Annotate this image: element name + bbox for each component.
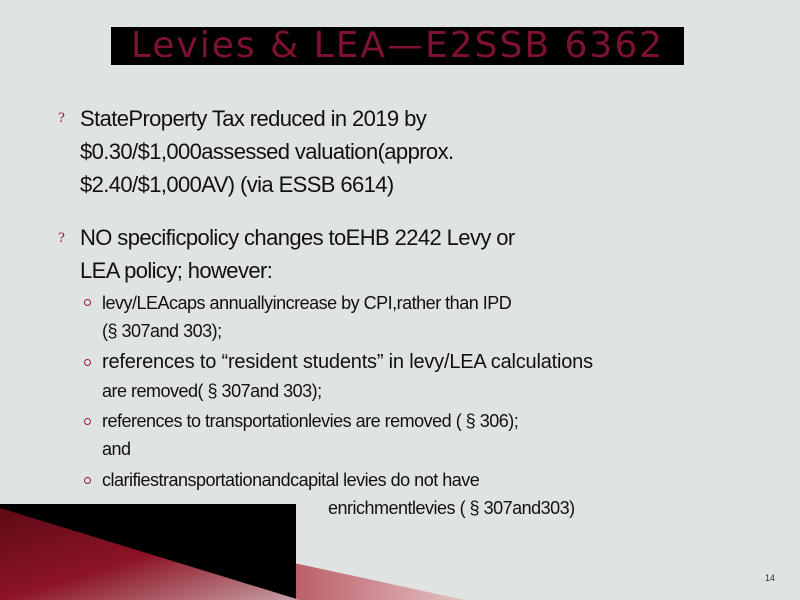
sub-bullet-4-line-1: clarifiestransportationandcapital levies do not have <box>102 470 480 490</box>
pink-band <box>280 560 465 600</box>
slide-title: Levies & LEA—E2SSB 6362 <box>130 25 665 66</box>
sub-bullet-4-line-2: enrichmentlevies ( § 307and303) <box>328 498 575 518</box>
sub-bullet-2-line-1: references to “resident students” in levy/LEA calculations <box>102 351 593 373</box>
question-mark-bullet-icon: ? <box>58 231 65 246</box>
question-mark-bullet-icon: ? <box>58 111 65 126</box>
sub-bullet-1-line-1: levy/LEAcaps annuallyincrease by CPI,rather than IPD <box>102 293 512 313</box>
sub-bullet-3-line-1: references to transportationlevies are removed ( § 306); <box>102 411 519 431</box>
bullet-1-line-2: $0.30/$1,000assessed valuation(approx. <box>80 139 454 164</box>
sub-bullet-3-line-2: and <box>102 439 131 459</box>
bullet-2-line-2: LEA policy; however: <box>80 258 273 283</box>
sub-bullet-1-line-2: (§ 307and 303); <box>102 321 222 341</box>
bullet-1-line-1: StateProperty Tax reduced in 2019 by <box>80 106 427 131</box>
page-number: 14 <box>765 573 776 583</box>
bullet-2-line-1: NO specificpolicy changes toEHB 2242 Levy or <box>80 225 515 250</box>
sub-bullet-2-line-2: are removed( § 307and 303); <box>102 381 322 401</box>
bullet-1-line-3: $2.40/$1,000AV) (via ESSB 6614) <box>80 172 394 197</box>
